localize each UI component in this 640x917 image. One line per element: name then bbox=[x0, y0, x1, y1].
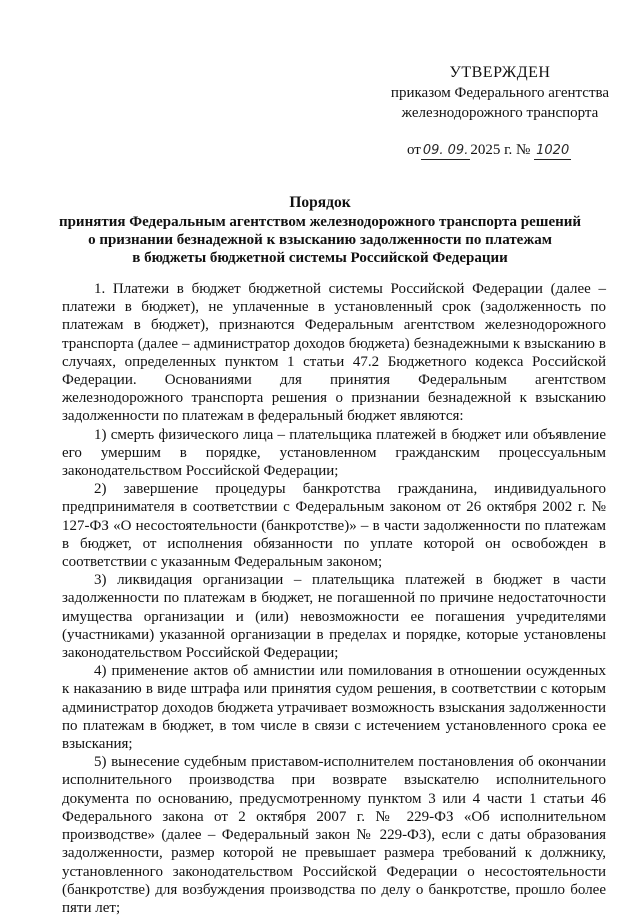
paragraph-item-2: 2) завершение процедуры банкротства гражданина, индивидуального предпринимателя в соответствии с Федеральным законом от 26 октября 2002 г. № 127-ФЗ «О несостоятельности (банкротстве)» – в части задолженности по платежам в бюджет, от исполнения обязанности по уплате которой он освобожден в соответствии с указанным Федеральным законом; bbox=[62, 481, 606, 571]
order-year: 2025 г. № bbox=[470, 142, 531, 158]
approval-line-2: железнодорожного транспорта bbox=[401, 105, 599, 121]
order-date-number bbox=[407, 140, 571, 160]
document-title bbox=[40, 193, 600, 267]
order-prefix: от bbox=[407, 142, 421, 158]
handwritten-order-number: 1020 bbox=[536, 143, 570, 158]
handwritten-date: 09. 09. bbox=[422, 143, 469, 158]
title-line-4: в бюджеты бюджетной системы Российской Федерации bbox=[132, 250, 508, 266]
approval-block bbox=[380, 63, 620, 123]
approval-line-1: приказом Федерального агентства bbox=[390, 85, 610, 101]
paragraph-1: 1. Платежи в бюджет бюджетной системы Российской Федерации (далее – платежи в бюджет), не уплаченные в установленный срок (задолженность по платежам в бюджет), признаются Федеральным агентством железнодорожного транспорта (далее – администратор доходов бюджета) безнадежными к взысканию в случаях, определенных пунктом 1 статьи 47.2 Бюджетного кодекса Российской Федерации. Основаниями для принятия Федеральным агентством железнодорожного транспорта решения о признании безнадежной к взысканию задолженности по платежам в федеральный бюджет являются: bbox=[62, 281, 606, 425]
title-line-3: о признании безнадежной к взысканию задолженности по платежам bbox=[88, 232, 552, 248]
paragraph-item-5: 5) вынесение судебным приставом-исполнителем постановления об окончании исполнительного производства при возврате взыскателю исполнительного документа по основанию, предусмотренному пунктом 3 или 4 части 1 статьи 46 Федерального закона от 2 октября 2007 г. № 229-ФЗ «Об исполнительном производстве» (далее – Федеральный закон № 229-ФЗ), если с даты образования задолженности, размер которой не превышает размера требований к должнику, установленного законодательством Российской Федерации о несостоятельности (банкротстве) для возбуждения производства по делу о банкротстве, прошло более пяти лет; bbox=[62, 754, 606, 916]
title-line-2: принятия Федеральным агентством железнодорожного транспорта решений bbox=[58, 214, 582, 230]
approval-title: УТВЕРЖДЕН bbox=[449, 64, 551, 81]
paragraph-item-3: 3) ликвидация организации – плательщика платежей в бюджет в части задолженности по платежам в бюджет, не погашенной по причине недостаточности имущества организации и (или) невозможности ее погашения учредителями (участниками) указанной организации в пределах и порядке, которые установлены законодательством Российской Федерации; bbox=[62, 572, 606, 662]
document-body bbox=[62, 280, 606, 917]
title-line-1: Порядок bbox=[289, 194, 351, 211]
paragraph-item-4: 4) применение актов об амнистии или помилования в отношении осужденных к наказанию в виде штрафа или принятия судом решения, в соответствии с которым администратор доходов бюджета утрачивает возможность взыскания задолженности по платежам в бюджет, в том числе в связи с истечением установленного срока ее взыскания; bbox=[62, 663, 606, 753]
paragraph-item-1: 1) смерть физического лица – плательщика платежей в бюджет или объявление его умершим в порядке, установленном гражданским процессуальным законодательством Российской Федерации; bbox=[62, 426, 606, 480]
